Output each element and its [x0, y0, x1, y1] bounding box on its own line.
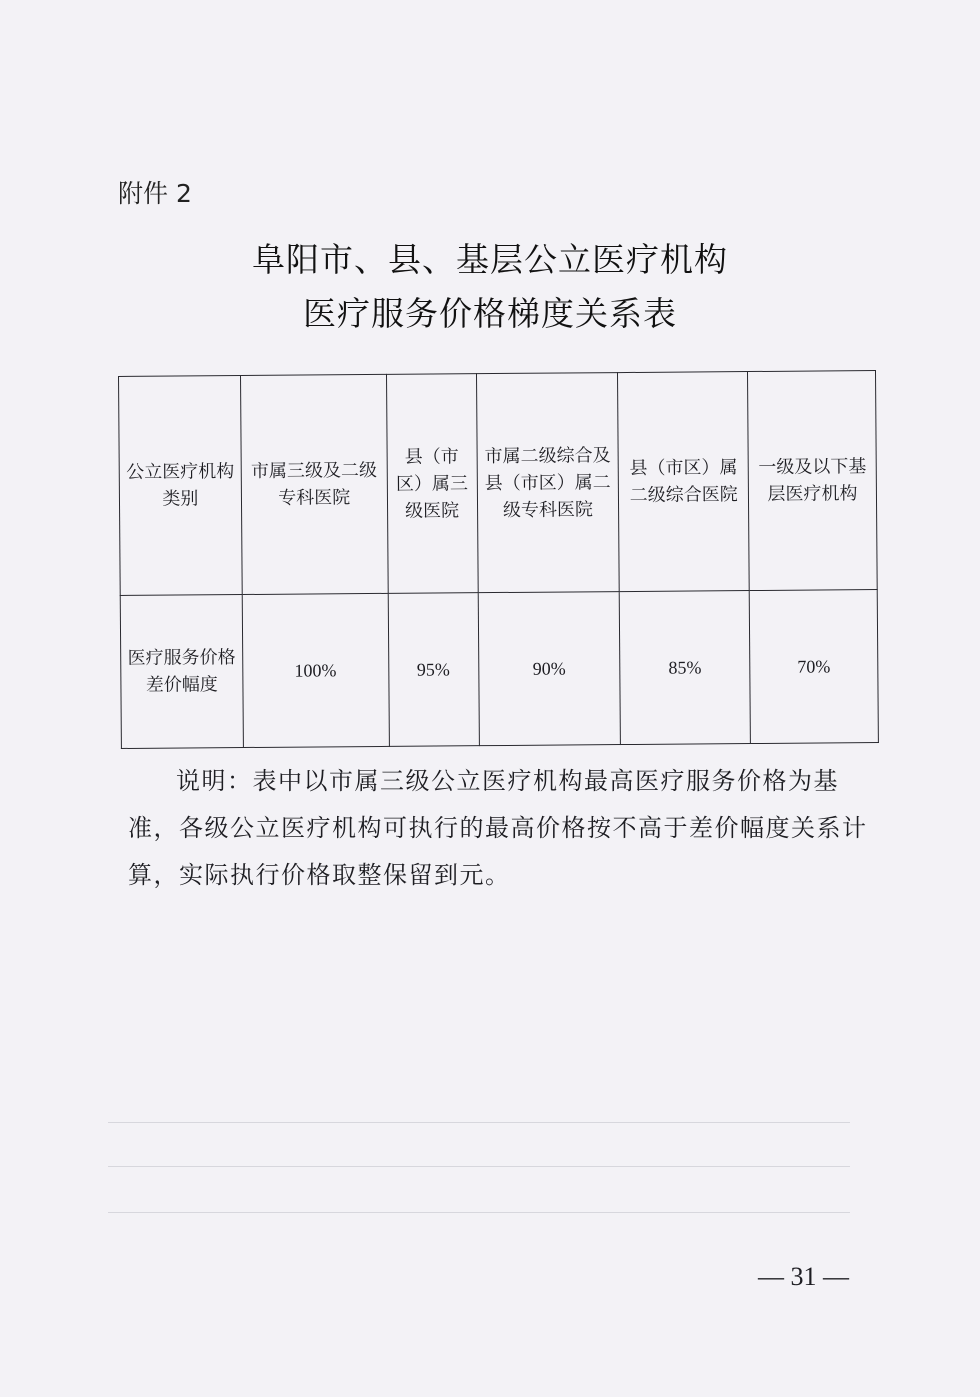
note-text: 说明：表中以市属三级公立医疗机构最高医疗服务价格为基准，各级公立医疗机构可执行的最高价格按不高于差价幅度关系计算，实际执行价格取整保留到元。 — [128, 767, 868, 889]
header-cell-city-tier3: 市属三级及二级专科医院 — [240, 374, 388, 594]
value-cell-county-tier2: 85% — [620, 591, 751, 745]
value-cell-county-tier3: 95% — [388, 593, 479, 747]
value-cell-city-tier3: 100% — [242, 593, 389, 747]
table-row — [120, 590, 878, 749]
header-cell-category: 公立医疗机构类别 — [119, 376, 243, 596]
value-cell-city-tier2: 90% — [478, 592, 621, 746]
value-cell-primary: 70% — [749, 590, 878, 744]
header-cell-county-tier3: 县（市区）属三级医院 — [386, 374, 478, 594]
bleed-through-rule — [108, 1166, 850, 1167]
document-title-line1: 阜阳市、县、基层公立医疗机构 — [252, 240, 728, 279]
attachment-label: 附件 2 — [118, 179, 192, 208]
bleed-through-rule — [108, 1122, 850, 1123]
header-cell-primary: 一级及以下基层医疗机构 — [748, 371, 878, 591]
price-gradient-table — [118, 370, 879, 749]
note-paragraph — [128, 758, 878, 899]
header-cell-city-tier2: 市属二级综合及县（市区）属二级专科医院 — [476, 373, 620, 593]
header-cell-county-tier2: 县（市区）属二级综合医院 — [618, 372, 750, 592]
document-title-line2: 医疗服务价格梯度关系表 — [303, 294, 677, 333]
row-label-cell: 医疗服务价格差价幅度 — [120, 595, 243, 749]
page-number: — 31 — — [758, 1262, 849, 1291]
table-header-row — [119, 371, 878, 596]
bleed-through-rule — [108, 1212, 850, 1213]
